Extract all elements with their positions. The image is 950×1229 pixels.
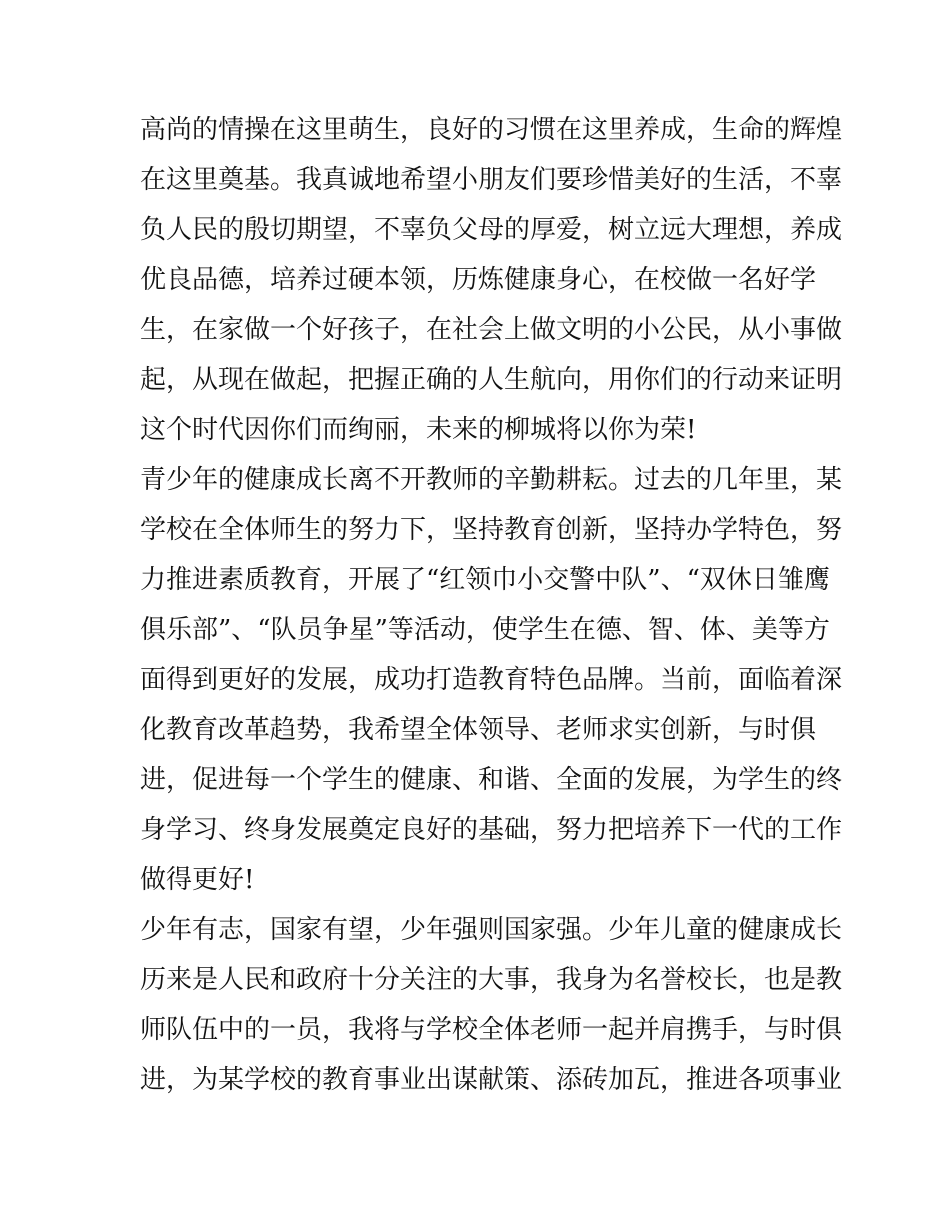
text-line: 起，从现在做起，把握正确的人生航向，用你们的行动来证明 (140, 365, 843, 395)
text-line: 面得到更好的发展，成功打造教育特色品牌。当前，面临着深 (140, 665, 843, 695)
text-line: 负人民的殷切期望，不辜负父母的厚爱，树立远大理想，养成 (140, 215, 843, 245)
text-line: 历来是人民和政府十分关注的大事，我身为名誉校长，也是教 (140, 965, 843, 995)
text-line: 力推进素质教育，开展了“红领巾小交警中队”、“双休日雏鹰 (140, 565, 830, 595)
text-line: 学校在全体师生的努力下，坚持教育创新，坚持办学特色，努 (140, 515, 843, 545)
text-line: 化教育改革趋势，我希望全体领导、老师求实创新，与时俱 (140, 715, 817, 745)
text-line: 进，为某学校的教育事业出谋献策、添砖加瓦，推进各项事业 (140, 1065, 843, 1095)
text-line: 师队伍中的一员，我将与学校全体老师一起并肩携手，与时俱 (140, 1015, 843, 1045)
text-line: 这个时代因你们而绚丽，未来的柳城将以你为荣! (140, 415, 697, 445)
text-line: 在这里奠基。我真诚地希望小朋友们要珍惜美好的生活，不辜 (140, 165, 843, 195)
text-line: 少年有志，国家有望，少年强则国家强。少年儿童的健康成长 (140, 915, 843, 945)
text-line: 优良品德，培养过硬本领，历炼健康身心，在校做一名好学 (140, 265, 817, 295)
text-line: 青少年的健康成长离不开教师的辛勤耕耘。过去的几年里，某 (140, 465, 843, 495)
text-line: 高尚的情操在这里萌生，良好的习惯在这里养成，生命的辉煌 (140, 115, 843, 145)
text-line: 生，在家做一个好孩子，在社会上做文明的小公民，从小事做 (140, 315, 843, 345)
text-line: 俱乐部”、“队员争星”等活动，使学生在德、智、体、美等方 (140, 615, 830, 645)
body-text (140, 105, 843, 1105)
text-line: 身学习、终身发展奠定良好的基础，努力把培养下一代的工作 (140, 815, 843, 845)
text-line: 做得更好! (140, 865, 255, 895)
text-line: 进，促进每一个学生的健康、和谐、全面的发展，为学生的终 (140, 765, 843, 795)
